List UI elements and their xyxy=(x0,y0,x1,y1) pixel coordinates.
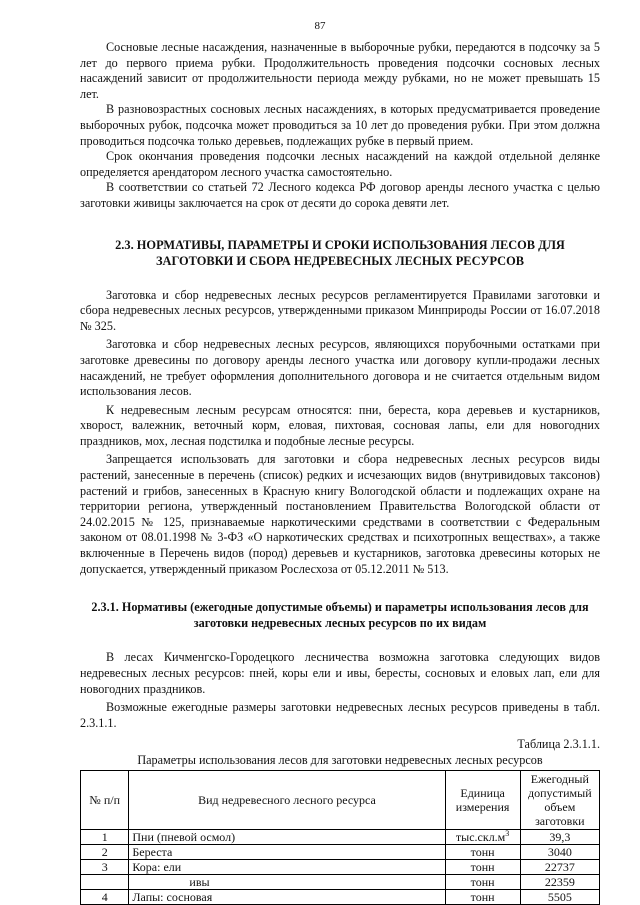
cell-volume: 22737 xyxy=(520,859,599,874)
subsection-heading: 2.3.1. Нормативы (ежегодные допустимые объемы) и параметры использования лесов для заготовки недревесных лесных ресурсов по их видам xyxy=(91,600,589,630)
cell-unit: тонн xyxy=(445,874,520,889)
section-heading: 2.3. НОРМАТИВЫ, ПАРАМЕТРЫ И СРОКИ ИСПОЛЬЗОВАНИЯ ЛЕСОВ ДЛЯ ЗАГОТОВКИ И СБОРА НЕДРЕВЕСНЫХ ЛЕСНЫХ РЕСУРСОВ xyxy=(115,237,565,268)
paragraph: В разновозрастных сосновых лесных насаждениях, в которых предусматривается проведение выборочных рубок, подсочка может проводиться за 10 лет до проведения рубки. При этом должна проводиться подсочка только деревьев, подлежащих рубке в первый прием. xyxy=(80,102,600,148)
table-row xyxy=(81,844,600,859)
paragraph: К недревесным лесным ресурсам относятся: пни, береста, кора деревьев и кустарников, хворост, валежник, веточный корм, еловая, пихтовая, сосновая лапы, ели для новогодних праздников, мох, лесная подстилка и подобные лесные ресурсы. xyxy=(80,402,600,448)
cell-volume: 39,3 xyxy=(520,829,599,844)
cell-resource: Кора: ели xyxy=(129,859,445,874)
header-volume: Ежегодный допустимый объем заготовки xyxy=(520,770,599,829)
cell-number: 2 xyxy=(81,844,129,859)
header-number: № п/п xyxy=(81,770,129,829)
table-row xyxy=(81,859,600,874)
paragraph: Возможные ежегодные размеры заготовки недревесных лесных ресурсов приведены в табл. 2.3.1.1. xyxy=(80,700,600,730)
table-header-row xyxy=(81,770,600,829)
cell-volume: 5505 xyxy=(520,889,599,904)
paragraph: Заготовка и сбор недревесных лесных ресурсов, являющихся порубочными остатками при заготовке древесины по договору аренды лесного участка или договору купли-продажи лесных насаждений, не требует оформления дополнительного договора и не считается отдельным видом использования лесов. xyxy=(80,337,600,399)
header-resource: Вид недревесного лесного ресурса xyxy=(129,770,445,829)
table-label: Таблица 2.3.1.1. xyxy=(517,737,600,752)
paragraph: Заготовка и сбор недревесных лесных ресурсов регламентируется Правилами заготовки и сбора недревесных лесных ресурсов, утвержденными приказом Минприроды России от 16.07.2018 № 325. xyxy=(80,287,600,333)
page-content xyxy=(80,40,600,905)
paragraph: Сосновые лесные насаждения, назначенные в выборочные рубки, передаются в подсочку за 5 лет до первого приема рубки. Продолжительность проведения подсочки сосновых лесных насаждений зависит от продолжительности периода между рубками, но не может превышать 15 лет. xyxy=(80,40,600,101)
cell-volume: 3040 xyxy=(520,844,599,859)
cell-unit: тонн xyxy=(445,889,520,904)
cell-number xyxy=(81,874,129,889)
unit-superscript: 3 xyxy=(505,828,510,838)
header-unit: Единица измерения xyxy=(445,770,520,829)
cell-volume: 22359 xyxy=(520,874,599,889)
cell-resource: ивы xyxy=(129,874,445,889)
paragraph: Запрещается использовать для заготовки и сбора недревесных лесных ресурсов виды растений, занесенные в перечень (список) редких и исчезающих видов (внутривидовых таксонов) растений и грибов, занесенных в Красную книгу Вологодской области и подлежащих охране на территории региона, утвержденный постановлением Правительства Вологодской области от 24.02.2015 № 125, признаваемые наркотическими средствами в соответствии с Федеральным законом от 08.01.1998 № 3-ФЗ «О наркотических средствах и психотропных веществах», а также включенные в Перечень видов (пород) деревьев и кустарников, заготовка древесины которых не допускается, утвержденный приказом Рослесхоза от 05.12.2011 № 513. xyxy=(80,452,600,576)
cell-unit xyxy=(445,829,520,844)
cell-unit: тонн xyxy=(445,859,520,874)
cell-resource: Лапы: сосновая xyxy=(129,889,445,904)
table-row xyxy=(81,829,600,844)
cell-unit: тонн xyxy=(445,844,520,859)
paragraph: В соответствии со статьей 72 Лесного кодекса РФ договор аренды лесного участка с целью заготовки живицы заключается на срок от десяти до сорока девяти лет. xyxy=(80,180,600,210)
cell-resource: Пни (пневой осмол) xyxy=(129,829,445,844)
cell-number: 3 xyxy=(81,859,129,874)
cell-number: 4 xyxy=(81,889,129,904)
paragraph: Срок окончания проведения подсочки лесных насаждений на каждой отдельной делянке определяется арендатором лесного участка самостоятельно. xyxy=(80,149,600,179)
paragraph: В лесах Кичменгско-Городецкого лесничества возможна заготовка следующих видов недревесных лесных ресурсов: пней, коры ели и ивы, бересты, сосновых и еловых лап, ели для новогодних праздников. xyxy=(80,650,600,696)
table-title: Параметры использования лесов для заготовки недревесных лесных ресурсов xyxy=(137,752,543,767)
unit-text: тыс.скл.м xyxy=(455,829,506,844)
table-row xyxy=(81,889,600,904)
resources-table xyxy=(80,770,600,905)
page-number: 87 xyxy=(314,20,326,32)
table-row xyxy=(81,874,600,889)
cell-number: 1 xyxy=(81,829,129,844)
cell-resource: Береста xyxy=(129,844,445,859)
